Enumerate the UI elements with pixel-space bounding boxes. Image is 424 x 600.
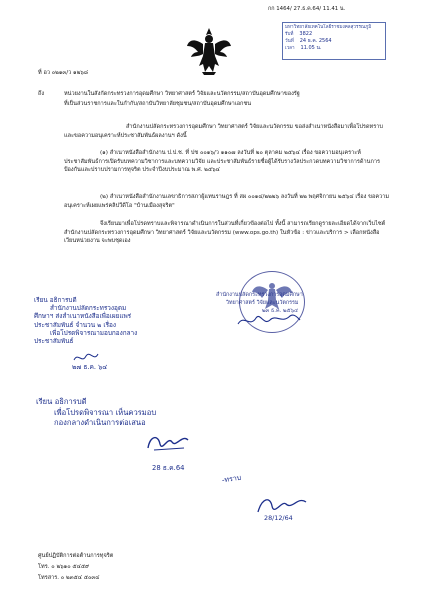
receipt-time: 11.05 น. <box>300 45 322 51</box>
note2-date: 28 ธ.ค.64 <box>152 464 185 472</box>
note1-line-2: สำนักงานปลัดกระทรวงอุดม <box>50 304 127 313</box>
receipt-date: 24 ธ.ค. 2564 <box>299 38 332 44</box>
receipt-stamp: มหาวิทยาลัยเทคโนโลยีราชมงคลสุวรรณภูมิ รับที่ 3822 วันที่ 24 ธ.ค. 2564 เวลา 11.05 น. <box>282 22 386 60</box>
note1-line-6: ประชาสัมพันธ์ <box>34 337 74 346</box>
handwritten-note-2 <box>36 397 156 429</box>
note2-signature <box>144 428 194 458</box>
note1-line-5: เพื่อโปรดพิจารณามอบกองกลาง <box>50 328 138 337</box>
body-intro: สำนักงานปลัดกระทรวงการอุดมศึกษา วิทยาศาสตร์ วิจัยและนวัตกรรม ขอส่งสำเนาหนังสือมาเพื่อโปรดทราบ และขอความอนุเคราะห์ประชาสัมพันธ์ผลงานฯ ดังนี้ <box>64 124 383 139</box>
note2-line-3: กองกลางดำเนินการต่อเสนอ <box>54 418 146 427</box>
body-item-1: (๑) สำเนาหนังสือสำนักงาน ป.ป.ช. ที่ ปช ๐๐๑๖/ว ๑๑๐๗ ลงวันที่ ๒๐ ตุลาคม ๒๕๖๔ เรื่อง ขอความอนุเคราะห์ประชาสัมพันธ์การเปิดรับบทความวิชาการและบทความวิจัย และประชาสัมพันธ์รายชื่อผู้ได้รับรางวัลประกวดบทความวิชาการด้านการป้องกันและปราบปรามการทุจริต ประจำปีงบประมาณ พ.ศ. ๒๕๖๔ <box>64 150 381 174</box>
body-closing: จึงเรียนมาเพื่อโปรดทราบและพิจารณาดำเนินการในส่วนที่เกี่ยวข้องต่อไป ทั้งนี้ สามารถเรียกดูรายละเอียดได้จากเว็บไซต์สำนักงานปลัดกระทรวงการอุดมศึกษา วิทยาศาสตร์ วิจัยและนวัตกรรม (www.ops.go.th) ในหัวข้อ : ข่าวและบริการ > เลือกหนังสือเวียนหน่วยงาน จะพบชุดเอง <box>64 221 386 245</box>
body-item-2: (๒) สำเนาหนังสือสำนักงานเลขาธิการสภาผู้แทนราษฎร ที่ สผ ๐๐๑๔/๒๒๒๖ ลงวันที่ ๒๒ พฤศจิกายน ๒๕๖๔ เรื่อง ขอความอนุเคราะห์เผยแพร่คลิปวีดีโอ "บ้านเมืองสุจริต" <box>64 194 390 209</box>
note2-line-1: เรียน อธิการบดี <box>36 397 87 406</box>
receipt-stamp-org: มหาวิทยาลัยเทคโนโลยีราชมงคลสุวรรณภูมิ <box>285 25 372 30</box>
recipient-line-1: หน่วยงานในสังกัดกระทรวงการอุดมศึกษา วิทยาศาสตร์ วิจัยและนวัตกรรม/สถาบันอุดมศึกษาของรัฐ <box>64 91 300 97</box>
recipient-line-2: ที่เป็นส่วนราชการและในกำกับ/สถาบันวิทยาลัยชุมชน/สถาบันอุดมศึกษาเอกชน <box>64 101 252 107</box>
footer-phone: โทร. ๐ ๒๖๑๐ ๕๔๕๙ <box>38 564 90 570</box>
garuda-emblem-icon <box>186 26 232 76</box>
note1-line-3: ศึกษาฯ ส่งสำเนาหนังสือเพื่อเผยแพร่ <box>34 312 132 321</box>
seal-line-1: สำนักงานปลัดกระทรวงการอุดมศึกษา <box>216 292 303 298</box>
seal-line-3: ๒๓ ธ.ค. ๒๕๖๔ <box>262 308 299 314</box>
director-signature <box>234 310 304 330</box>
note1-line-4: ประชาสัมพันธ์ จำนวน ๒ เรื่อง <box>34 320 116 329</box>
page-reference: กก 1464/ 27.ธ.ค.64/ 11.41 น. <box>268 6 346 12</box>
footer-department: ศูนย์ปฏิบัติการต่อต้านการทุจริต <box>38 553 114 559</box>
receipt-number: 3822 <box>299 31 313 37</box>
seal-line-2: วิทยาศาสตร์ วิจัยและนวัตกรรม <box>226 300 299 306</box>
note1-line-1: เรียน อธิการบดี <box>34 296 77 304</box>
document-number: ที่ อว ๐๒๑๓/ว ๑๒๖๘ <box>38 70 89 76</box>
footer-fax: โทรสาร. ๐ ๒๓๕๔ ๕๐๓๔ <box>38 575 100 581</box>
handwritten-note-3: -ทราบ <box>221 473 242 485</box>
note1-date: ๒๗ ธ.ค. ๖๔ <box>72 363 108 371</box>
note4-date: 28/12/64 <box>264 514 293 522</box>
handwritten-note-1 <box>34 296 137 345</box>
to-label: ถึง <box>38 91 45 97</box>
note2-line-2: เพื่อโปรดพิจารณา เห็นควรมอบ <box>54 407 157 417</box>
